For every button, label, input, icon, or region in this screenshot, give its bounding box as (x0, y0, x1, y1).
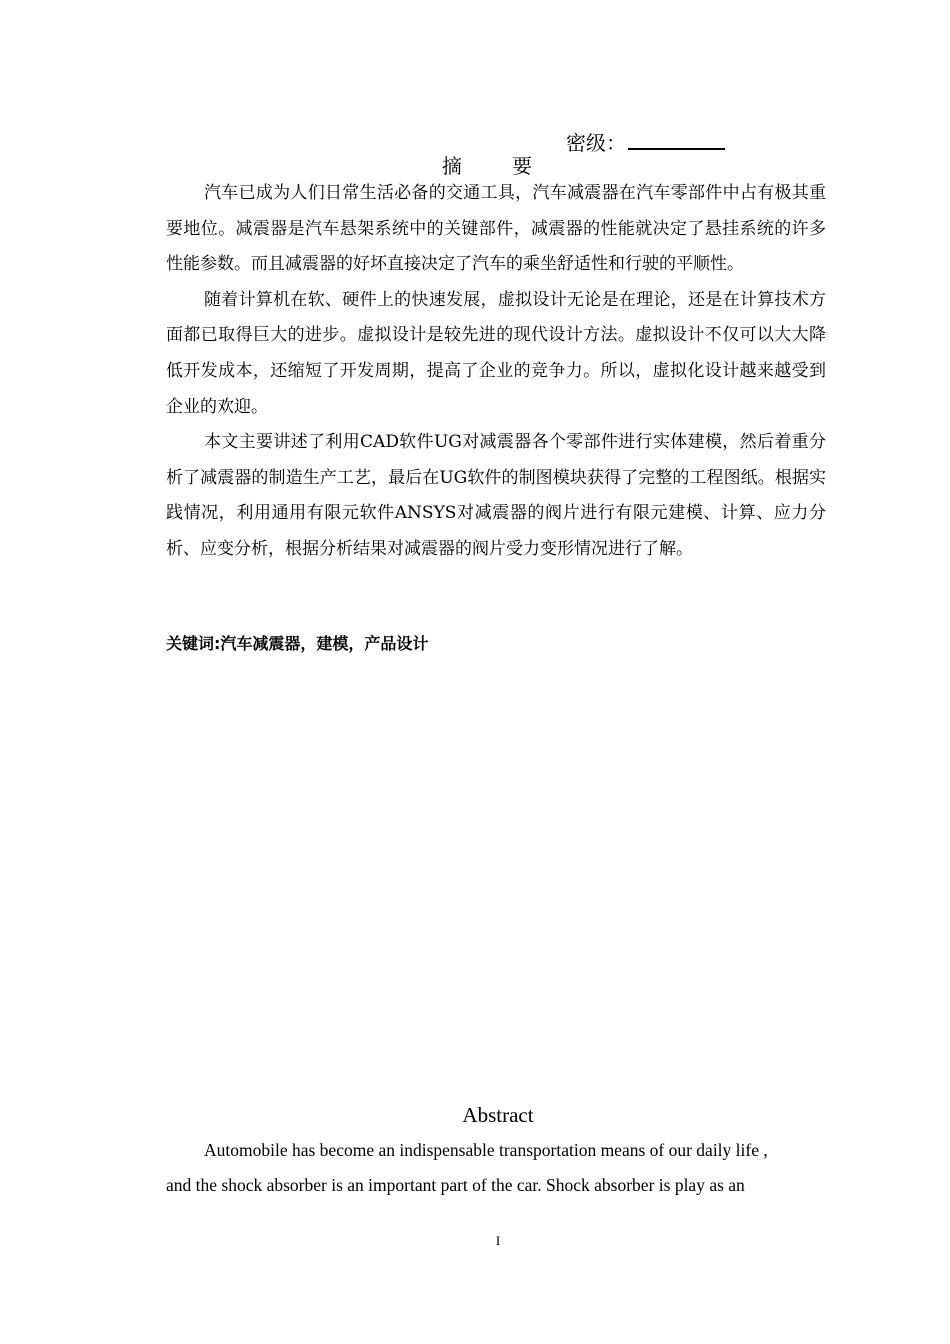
secret-level-blank (628, 128, 725, 150)
abstract-en-paragraph (166, 1133, 828, 1203)
abstract-cn-paragraph: 本文主要讲述了利用CAD软件UG对减震器各个零部件进行实体建模，然后着重分析了减震器的制造生产工艺，最后在UG软件的制图模块获得了完整的工程图纸。根据实践情况，利用通用有限元软件ANSYS对减震器的阀片进行有限元建模、计算、应力分析、应变分析，根据分析结果对减震器的阀片受力变形情况进行了解。 (166, 432, 826, 559)
abstract-cn-keywords: 关键词:汽车减震器，建模，产品设计 (166, 634, 429, 653)
page-number: I (495, 1233, 501, 1248)
secret-level-label: 密级： (566, 131, 626, 155)
abstract-en-line: and the shock absorber is an important part of the car. Shock absorber is play as an (166, 1175, 745, 1195)
abstract-cn-body (166, 176, 826, 568)
abstract-cn-paragraph: 汽车已成为人们日常生活必备的交通工具，汽车减震器在汽车零部件中占有极其重要地位。减震器是汽车悬架系统中的关键部件，减震器的性能就决定了悬挂系统的许多性能参数。而且减震器的好坏直接决定了汽车的乘坐舒适性和行驶的平顺性。 (166, 183, 826, 275)
abstract-cn-title: 摘 要 (441, 154, 555, 178)
abstract-en-body (166, 1133, 828, 1203)
abstract-cn-paragraph: 随着计算机在软、硬件上的快速发展，虚拟设计无论是在理论，还是在计算技术方面都已取得巨大的进步。虚拟设计是较先进的现代设计方法。虚拟设计不仅可以大大降低开发成本，还缩短了开发周期，提高了企业的竞争力。所以，虚拟化设计越来越受到企业的欢迎。 (166, 289, 826, 417)
abstract-en-title: Abstract (462, 1103, 534, 1127)
secret-level (566, 128, 725, 156)
abstract-en-line: Automobile has become an indispensable transportation means of our daily life , (204, 1140, 768, 1160)
